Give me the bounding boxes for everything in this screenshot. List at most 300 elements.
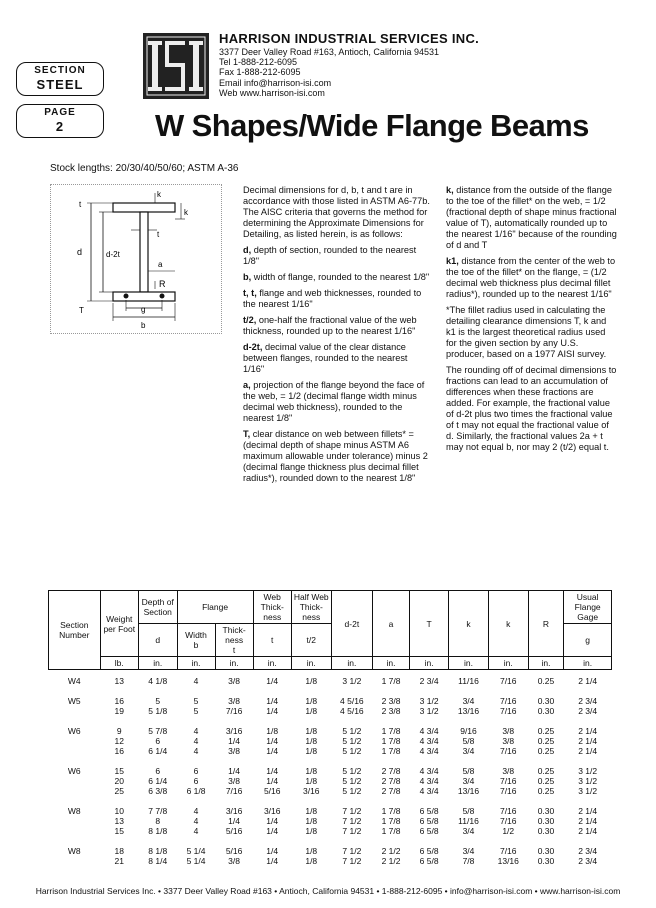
sym-tw2: t/2 <box>291 624 331 657</box>
fig-label-d: d <box>77 247 83 257</box>
w-shape-section-icon <box>51 185 221 333</box>
intro-paragraph: Decimal dimensions for d, b, t and t are in accordance with those listed in ASTM A6-77b. The AISC criteria that governs the method for determining the Approximate Dimensions for Detailing, as listed herein, is as follows: <box>243 185 430 239</box>
table-cell: 0.30 <box>537 696 555 706</box>
table-cell: 2 3/8 <box>381 706 401 716</box>
table-cell: 4 3/4 <box>419 776 439 786</box>
unit-7: in. <box>372 657 409 670</box>
table-cell: 1/4 <box>266 696 279 706</box>
table-cell: 3 1/2 <box>578 786 598 796</box>
table-cell: 5 1/2 <box>342 746 362 756</box>
table-row <box>49 736 612 746</box>
unit-1: in. <box>138 657 177 670</box>
col-width <box>177 624 215 657</box>
unit-0: lb. <box>100 657 138 670</box>
table-cell: 4 3/4 <box>419 786 439 796</box>
table-cell: 15 <box>114 826 124 836</box>
table-cell: 5 <box>155 696 161 706</box>
unit-12: in. <box>564 657 612 670</box>
stock-lengths: Stock lengths: 20/30/40/50/60; ASTM A-36 <box>50 163 239 174</box>
cell-section: W8 <box>67 806 81 816</box>
table-cell: 1/8 <box>305 826 318 836</box>
table-cell: 2 3/4 <box>578 856 598 866</box>
cell-section <box>49 706 101 716</box>
table-cell: 4 3/4 <box>419 736 439 746</box>
table-cell: 7/16 <box>499 776 517 786</box>
table-cell: 1 7/8 <box>381 816 401 826</box>
def-T-text: clear distance on web between fillets* = (decimal depth of shape minus ASTM A6 maximum allowable under tolerance) minus 2 (decimal flange thickness plus decimal fillet radius*), rounded down to the nearest 1/8" <box>243 429 428 483</box>
table-cell: 1/4 <box>266 706 279 716</box>
col-gage: Usual Flange Gage <box>564 591 612 624</box>
table-body <box>49 670 612 867</box>
table-cell: 3 1/2 <box>342 676 362 686</box>
fillet-note: *The fillet radius used in calculating the detailing clearance dimensions T, k and k1 is the largest theoretical radius used for the given section by any U.S. producer, based on a 1977 AISI survey. <box>446 305 607 359</box>
table-cell: 7/16 <box>499 806 517 816</box>
table-cell: 13 <box>114 676 124 686</box>
unit-3: in. <box>215 657 253 670</box>
spacer-cell <box>49 716 612 726</box>
table-cell: 5/16 <box>225 826 243 836</box>
cell-section: W4 <box>67 676 81 686</box>
def-k-text: distance from the outside of the flange to the toe of the fillet* on the web, = 1/2 (fractional depth of shape minus fractional value of T), automatically rounded up to the nearest 1/16" because of the rounding of d and T <box>446 185 617 250</box>
def-k-term: k, <box>446 185 454 195</box>
def-bf <box>243 272 431 283</box>
table-row <box>49 746 612 756</box>
table-row <box>49 826 612 836</box>
def-tw <box>243 288 431 310</box>
fig-label-d2t: d-2t <box>106 250 120 259</box>
w-shapes-table <box>48 590 612 866</box>
isi-logo-icon <box>143 33 209 99</box>
table-cell: 7/16 <box>499 676 517 686</box>
spacer-cell <box>49 836 612 846</box>
def-d2t-text: decimal value of the clear distance between flanges, rounded to the nearest 1/16" <box>243 342 408 374</box>
table-cell: 3 1/2 <box>578 766 598 776</box>
table-cell: 11/16 <box>458 816 479 826</box>
tel: Tel 1-888-212-6095 <box>219 57 298 68</box>
sym-g: g <box>564 624 612 657</box>
table-cell: 1/2 <box>502 826 515 836</box>
table-cell: 2 7/8 <box>381 776 401 786</box>
def-T <box>243 429 431 484</box>
col-web: Web Thick-ness <box>253 591 291 624</box>
def-d-text: depth of section, rounded to the nearest 1/8" <box>243 245 417 266</box>
def-d-term: d, <box>243 245 252 255</box>
table-cell: 2 3/4 <box>578 696 598 706</box>
def-d2t-term: d-2t, <box>243 342 263 352</box>
cell-section <box>49 746 101 756</box>
table-cell: 1/8 <box>305 726 318 736</box>
table-cell: 2 1/4 <box>578 826 598 836</box>
def-tw2-text: one-half the fractional value of the web thickness, rounded up to the nearest 1/16" <box>243 315 417 336</box>
table-cell: 3/8 <box>502 736 515 746</box>
sym-tw: t <box>253 624 291 657</box>
col-weight: Weight per Foot <box>100 591 138 657</box>
contact-block <box>219 47 439 98</box>
col-k: k <box>449 591 489 657</box>
table-cell: 2 3/4 <box>578 846 598 856</box>
table-cell: 21 <box>114 856 124 866</box>
table-cell: 1/8 <box>305 696 318 706</box>
table-cell: 3/4 <box>462 776 475 786</box>
fig-label-R: R <box>159 279 166 289</box>
table-cell: 0.30 <box>537 846 555 856</box>
table-row <box>49 846 612 856</box>
table-cell: 1/4 <box>266 826 279 836</box>
def-bf-text: width of flange, rounded to the nearest 1/8" <box>251 272 430 282</box>
table-cell: 3/16 <box>225 726 243 736</box>
definitions-column-middle <box>243 185 431 489</box>
cell-section <box>49 736 101 746</box>
col-half-web: Half Web Thick-ness <box>291 591 331 624</box>
cell-section: W8 <box>67 846 81 856</box>
table-cell: 4 <box>193 736 199 746</box>
table-cell: 6 3/8 <box>148 786 168 796</box>
table-cell: 7/16 <box>225 786 243 796</box>
email: Email info@harrison-isi.com <box>219 77 332 88</box>
table-row <box>49 706 612 716</box>
group-spacer <box>49 716 612 726</box>
table-cell: 6 <box>155 736 161 746</box>
table-cell: 1 7/8 <box>381 826 401 836</box>
table-cell: 4 5/16 <box>340 696 364 706</box>
def-tw2-term: t/2, <box>243 315 257 325</box>
table-units-row <box>49 657 612 670</box>
col-width-label: Width <box>185 630 207 640</box>
table-cell: 7/16 <box>499 846 517 856</box>
table-cell: 6 1/4 <box>148 746 168 756</box>
table-cell: 1/4 <box>266 856 279 866</box>
address: 3377 Deer Valley Road #163, Antioch, California 94531 <box>219 47 439 57</box>
table-cell: 3 1/2 <box>419 706 439 716</box>
table-cell: 0.25 <box>537 766 555 776</box>
table-row <box>49 726 612 736</box>
table-cell: 3 1/2 <box>578 776 598 786</box>
company-logo <box>143 33 209 99</box>
cell-section <box>49 786 101 796</box>
table-cell: 6 <box>193 766 199 776</box>
def-k1 <box>446 256 618 300</box>
table-cell: 2 1/4 <box>578 816 598 826</box>
table-cell: 1/8 <box>305 776 318 786</box>
table-cell: 5 1/2 <box>342 726 362 736</box>
col-k1: k <box>488 591 528 657</box>
table-cell: 8 1/8 <box>148 826 168 836</box>
section-tab-value: STEEL <box>36 77 84 92</box>
table-cell: 1 7/8 <box>381 736 401 746</box>
table-row <box>49 676 612 686</box>
table-cell: 6 5/8 <box>419 806 439 816</box>
table-cell: 7/16 <box>499 696 517 706</box>
table-cell: 16 <box>114 696 124 706</box>
table-cell: 1 7/8 <box>381 746 401 756</box>
table-cell: 4 <box>193 816 199 826</box>
fig-label-g: g <box>141 305 146 314</box>
page-tab-value: 2 <box>55 119 65 134</box>
table-cell: 20 <box>114 776 124 786</box>
def-T-term: T, <box>243 429 251 439</box>
table-cell: 2 3/4 <box>578 706 598 716</box>
table-cell: 0.25 <box>537 776 555 786</box>
sym-b: b <box>193 640 199 650</box>
col-T: T <box>410 591 449 657</box>
table-cell: 1/4 <box>266 746 279 756</box>
table-cell: 3 1/2 <box>419 696 439 706</box>
table-cell: 5/16 <box>225 846 243 856</box>
w-shape-diagram <box>50 184 222 334</box>
table-cell: 1/4 <box>266 676 279 686</box>
table-cell: 6 5/8 <box>419 826 439 836</box>
table-cell: 2 1/2 <box>381 856 401 866</box>
section-tab-label: SECTION <box>34 65 86 76</box>
table-cell: 1/4 <box>228 766 240 776</box>
table-cell: 6 <box>155 766 161 776</box>
def-tw-term: t, t, <box>243 288 257 298</box>
table-cell: 3/16 <box>225 806 243 816</box>
table-cell: 5 1/2 <box>342 766 362 776</box>
table-cell: 19 <box>114 706 124 716</box>
def-a <box>243 380 431 424</box>
page-title: W Shapes/Wide Flange Beams <box>155 108 589 143</box>
table-cell: 10 <box>114 806 124 816</box>
table-cell: 5 1/8 <box>148 706 168 716</box>
table-cell: 4 3/4 <box>419 746 439 756</box>
group-spacer <box>49 686 612 696</box>
table-cell: 3/4 <box>462 826 475 836</box>
definitions-column-right <box>446 185 618 458</box>
table-cell: 1/8 <box>305 766 318 776</box>
web: Web www.harrison-isi.com <box>219 87 325 98</box>
table-row <box>49 806 612 816</box>
table-cell: 9/16 <box>460 726 477 736</box>
table-cell: 5 7/8 <box>148 726 168 736</box>
table-cell: 5/16 <box>263 786 281 796</box>
sym-d: d <box>138 624 177 657</box>
table-cell: 1 7/8 <box>381 806 401 816</box>
table-cell: 0.25 <box>537 676 555 686</box>
col-depth: Depth of Section <box>138 591 177 624</box>
cell-section: W6 <box>67 726 81 736</box>
group-spacer <box>49 796 612 806</box>
table-row <box>49 816 612 826</box>
table-cell: 5 1/4 <box>186 846 206 856</box>
table-cell: 8 1/8 <box>148 846 168 856</box>
table-cell: 7 1/2 <box>342 816 362 826</box>
cell-section <box>49 826 101 836</box>
table-cell: 3/16 <box>302 786 320 796</box>
table-cell: 4 <box>193 746 199 756</box>
unit-6: in. <box>331 657 372 670</box>
table-cell: 13 <box>114 816 124 826</box>
table-cell: 8 <box>155 816 161 826</box>
table-cell: 4 3/4 <box>419 726 439 736</box>
table-cell: 4 <box>193 676 199 686</box>
table-cell: 2 3/8 <box>381 696 401 706</box>
table-cell: 3/8 <box>228 746 240 756</box>
table-cell: 3/8 <box>502 726 515 736</box>
table-row <box>49 856 612 866</box>
unit-5: in. <box>291 657 331 670</box>
cell-section <box>49 856 101 866</box>
table-cell: 7 1/2 <box>342 856 362 866</box>
table-cell: 25 <box>114 786 124 796</box>
fig-label-T: T <box>79 306 84 315</box>
table-cell: 1/8 <box>305 856 318 866</box>
table-cell: 1/8 <box>305 676 318 686</box>
table-cell: 7/16 <box>499 816 517 826</box>
table-cell: 12 <box>114 736 124 746</box>
table-cell: 7 1/2 <box>342 826 362 836</box>
table-cell: 3/8 <box>228 676 240 686</box>
table-cell: 1 7/8 <box>381 726 401 736</box>
table-cell: 8 1/4 <box>148 856 168 866</box>
table-cell: 1/8 <box>305 706 318 716</box>
table-cell: 7/16 <box>499 706 517 716</box>
spacer-cell <box>49 796 612 806</box>
rounding-note: The rounding off of decimal dimensions to fractions can lead to an accumulation of differences when these fractions are added. For example, the fractional value of d-2t plus two times the fractional value of t may not equal the fractional value of d. Similarly, the fractional values 2a + t may not equal b, nor may 2 (t/2) equal t. <box>446 365 617 452</box>
page-tab-label: PAGE <box>44 107 76 118</box>
spacer-cell <box>49 686 612 696</box>
def-tw2 <box>243 315 431 337</box>
table-cell: 1/4 <box>266 766 279 776</box>
table-row <box>49 766 612 776</box>
table-cell: 7/8 <box>462 856 475 866</box>
fig-label-tw: t <box>157 230 160 239</box>
table-cell: 0.25 <box>537 746 555 756</box>
table-cell: 1/4 <box>266 776 279 786</box>
table-cell: 0.30 <box>537 856 555 866</box>
table-cell: 9 <box>116 726 122 736</box>
table-cell: 2 1/4 <box>578 736 598 746</box>
footer: Harrison Industrial Services Inc. • 3377 Deer Valley Road #163 • Antioch, California 94531 • 1-888-212-6095 • info@harrison-isi.com • www.harrison-isi.com <box>35 886 621 896</box>
group-spacer <box>49 836 612 846</box>
table-cell: 6 5/8 <box>419 816 439 826</box>
col-R: R <box>528 591 564 657</box>
table-cell: 6 <box>193 776 199 786</box>
table-cell: 7 7/8 <box>148 806 168 816</box>
table-cell: 7/16 <box>499 786 517 796</box>
table-cell: 0.30 <box>537 806 555 816</box>
table-cell: 2 1/4 <box>578 676 598 686</box>
table-cell: 3/4 <box>462 846 475 856</box>
spacer-cell <box>49 756 612 766</box>
table-cell: 5/8 <box>462 736 475 746</box>
table-cell: 1/4 <box>266 816 279 826</box>
table-cell: 6 5/8 <box>419 846 439 856</box>
table-cell: 1/8 <box>305 806 318 816</box>
table-cell: 11/16 <box>458 676 479 686</box>
table-cell: 3/8 <box>228 776 240 786</box>
table-cell: 3/8 <box>502 766 515 776</box>
def-a-text: projection of the flange beyond the face of the web, = 1/2 (decimal flange width minus decimal web thickness), rounded to the nearest 1/8" <box>243 380 425 423</box>
table-cell: 5 1/2 <box>342 776 362 786</box>
table-cell: 7/16 <box>225 706 243 716</box>
table-cell: 3/8 <box>228 696 240 706</box>
table-cell: 13/16 <box>497 856 519 866</box>
page-tab <box>16 104 104 138</box>
table-cell: 7 1/2 <box>342 806 362 816</box>
table-cell: 2 7/8 <box>381 766 401 776</box>
table-cell: 15 <box>114 766 124 776</box>
table-cell: 2 1/4 <box>578 746 598 756</box>
table-cell: 0.30 <box>537 826 555 836</box>
table-cell: 1 7/8 <box>381 676 401 686</box>
table-cell: 2 1/4 <box>578 806 598 816</box>
table-cell: 1/8 <box>305 846 318 856</box>
fig-label-k: k <box>184 208 188 217</box>
table-cell: 0.30 <box>537 706 555 716</box>
col-flange: Flange <box>177 591 253 624</box>
table-cell: 4 <box>193 826 199 836</box>
table-cell: 2 1/2 <box>381 846 401 856</box>
col-thickness <box>215 624 253 657</box>
table-cell: 1/4 <box>266 736 279 746</box>
table-cell: 2 7/8 <box>381 786 401 796</box>
table-cell: 1/4 <box>266 846 279 856</box>
table-cell: 3/16 <box>263 806 281 816</box>
fax: Fax 1-888-212-6095 <box>219 67 301 78</box>
table-cell: 5 1/2 <box>342 786 362 796</box>
def-d <box>243 245 431 267</box>
table-cell: 5 <box>193 696 199 706</box>
table-cell: 1/8 <box>305 746 318 756</box>
fig-label-tf: t <box>79 200 82 209</box>
sym-tf: t <box>232 645 236 655</box>
col-a: a <box>372 591 409 657</box>
def-tw-text: flange and web thicknesses, rounded to the nearest 1/16" <box>243 288 422 309</box>
unit-10: in. <box>488 657 528 670</box>
table-cell: 4 3/4 <box>419 766 439 776</box>
table-cell: 18 <box>114 846 124 856</box>
unit-11: in. <box>528 657 564 670</box>
table-cell: 2 3/4 <box>419 676 439 686</box>
def-a-term: a, <box>243 380 251 390</box>
table-cell: 2 1/4 <box>578 726 598 736</box>
table-cell: 7/16 <box>499 746 517 756</box>
table-cell: 5/8 <box>462 766 475 776</box>
table-cell: 3/4 <box>462 696 475 706</box>
table-header-row <box>49 591 612 624</box>
table-cell: 1/8 <box>305 816 318 826</box>
def-d2t <box>243 342 431 375</box>
group-spacer <box>49 756 612 766</box>
table-cell: 3/4 <box>462 746 475 756</box>
unit-9: in. <box>449 657 489 670</box>
table-cell: 5 1/2 <box>342 736 362 746</box>
table-cell: 1/8 <box>305 736 318 746</box>
table-cell: 3/8 <box>228 856 240 866</box>
table-cell: 4 1/8 <box>148 676 168 686</box>
fig-label-bf: b <box>141 321 146 330</box>
table-row <box>49 776 612 786</box>
cell-section: W5 <box>67 696 81 706</box>
table-cell: 5 1/4 <box>186 856 206 866</box>
table-cell: 6 1/4 <box>148 776 168 786</box>
cell-section <box>49 776 101 786</box>
table-cell: 1/4 <box>228 816 240 826</box>
table-cell: 4 <box>193 726 199 736</box>
def-bf-term: b, <box>243 272 252 282</box>
table-cell: 0.25 <box>537 726 555 736</box>
unit-4: in. <box>253 657 291 670</box>
fig-label-a: a <box>158 260 163 269</box>
table-cell: 1/4 <box>228 736 240 746</box>
table-cell: 4 <box>193 806 199 816</box>
table-cell: 13/16 <box>457 706 480 716</box>
table-cell: 1/8 <box>266 726 279 736</box>
company-name: HARRISON INDUSTRIAL SERVICES INC. <box>219 31 480 46</box>
def-k1-text: distance from the center of the web to the toe of the fillet* on the flange, = (1/2 decimal web thickness plus decimal fillet radius*), rounded up to the nearest 1/16" <box>446 256 616 299</box>
def-k <box>446 185 618 251</box>
